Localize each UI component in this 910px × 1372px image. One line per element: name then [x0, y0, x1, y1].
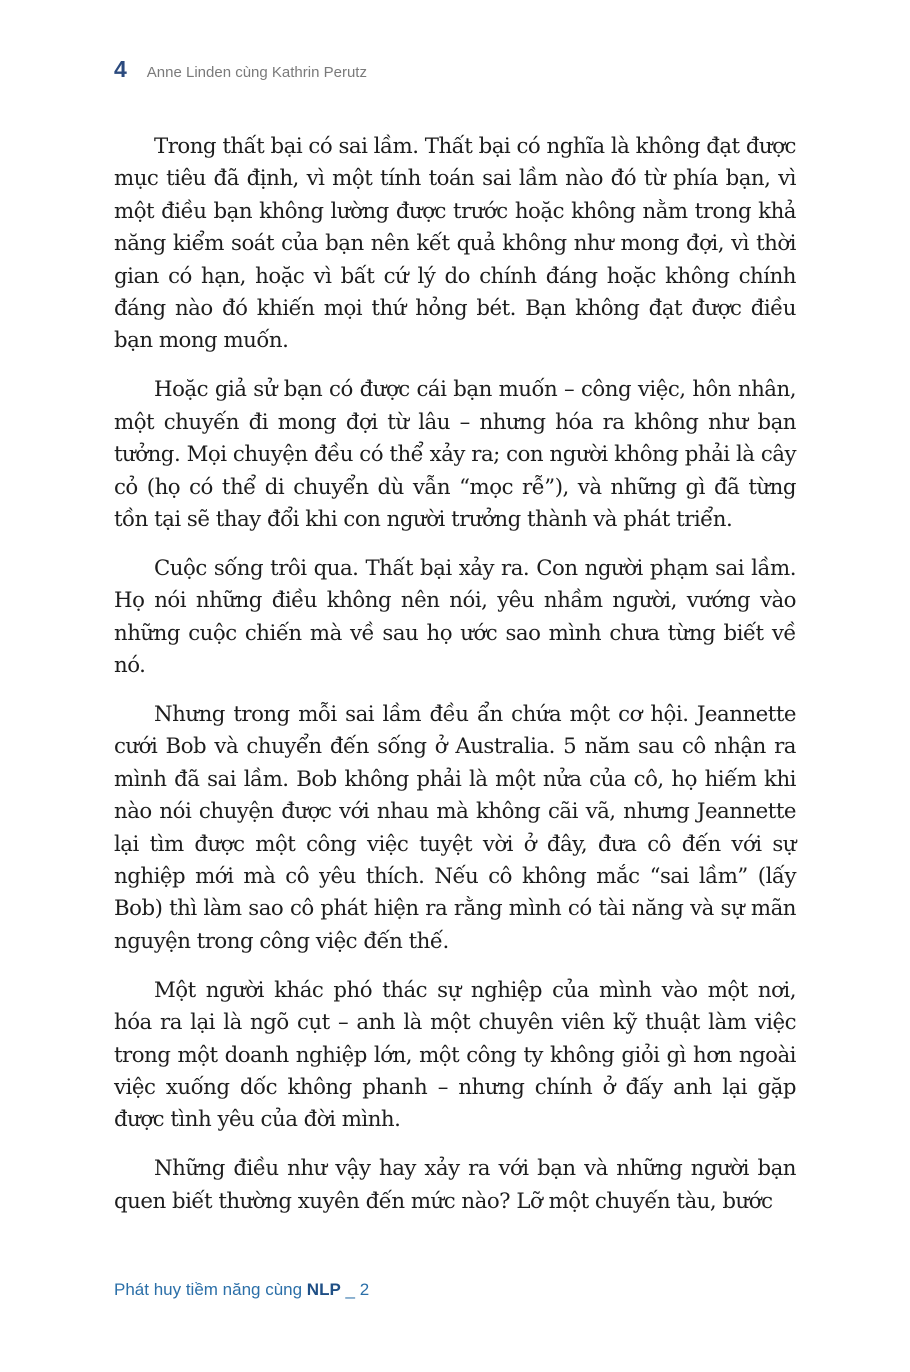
running-header [114, 56, 367, 86]
paragraph-3: Cuộc sống trôi qua. Thất bại xảy ra. Con người phạm sai lầm. Họ nói những điều không nên nói, yêu nhầm người, vướng vào những cuộc chiến mà về sau họ ước sao mình chưa từng biết về nó. [114, 555, 796, 679]
body-text [114, 131, 796, 1235]
page-number: 4 [114, 56, 127, 82]
footer-series-suffix: _ 2 [340, 1280, 370, 1299]
paragraph-6: Những điều như vậy hay xảy ra với bạn và những người bạn quen biết thường xuyên đến mức nào? Lỡ một chuyến tàu, bước [114, 1156, 796, 1214]
paragraph-2: Hoặc giả sử bạn có được cái bạn muốn – công việc, hôn nhân, một chuyến đi mong đợi từ lâu – nhưng hóa ra không như bạn tưởng. Mọi chuyện đều có thể xảy ra; con người không phải là cây cỏ (họ có thể di chuyển dù vẫn “mọc rễ”), và những gì đã từng tồn tại sẽ thay đổi khi con người trưởng thành và phát triển. [114, 377, 796, 532]
footer-series-brand: NLP [306, 1280, 341, 1299]
paragraph-1: Trong thất bại có sai lầm. Thất bại có nghĩa là không đạt được mục tiêu đã định, vì một tính toán sai lầm nào đó từ phía bạn, vì một điều bạn không lường được trước hoặc không nằm trong khả năng kiểm soát của bạn nên kết quả không như mong đợi, vì thời gian có hạn, hoặc vì bất cứ lý do chính đáng hoặc không chính đáng nào đó khiến mọi thứ hỏng bét. Bạn không đạt được điều bạn mong muốn. [114, 134, 796, 354]
paragraph-4: Nhưng trong mỗi sai lầm đều ẩn chứa một cơ hội. Jeannette cưới Bob và chuyển đến sống ở Australia. 5 năm sau cô nhận ra mình đã sai lầm. Bob không phải là một nửa của cô, họ hiếm khi nào nói chuyện được với nhau mà không cãi vã, nhưng Jeannette lại tìm được một công việc tuyệt vời ở đây, đưa cô đến với sự nghiệp mới mà cô yêu thích. Nếu cô không mắc “sai lầm” (lấy Bob) thì làm sao cô phát hiện ra rằng mình có tài năng và sự mãn nguyện trong công việc đến thế. [114, 702, 796, 954]
paragraph-5: Một người khác phó thác sự nghiệp của mình vào một nơi, hóa ra lại là ngõ cụt – anh là một chuyên viên kỹ thuật làm việc trong một doanh nghiệp lớn, một công ty không giỏi gì hơn ngoài việc xuống dốc không phanh – nhưng chính ở đấy anh lại gặp được tình yêu của đời mình. [114, 977, 796, 1133]
running-header-authors: Anne Linden cùng Kathrin Perutz [146, 64, 367, 81]
footer-series-prefix: Phát huy tiềm năng cùng [114, 1280, 307, 1299]
running-footer [114, 1280, 369, 1300]
